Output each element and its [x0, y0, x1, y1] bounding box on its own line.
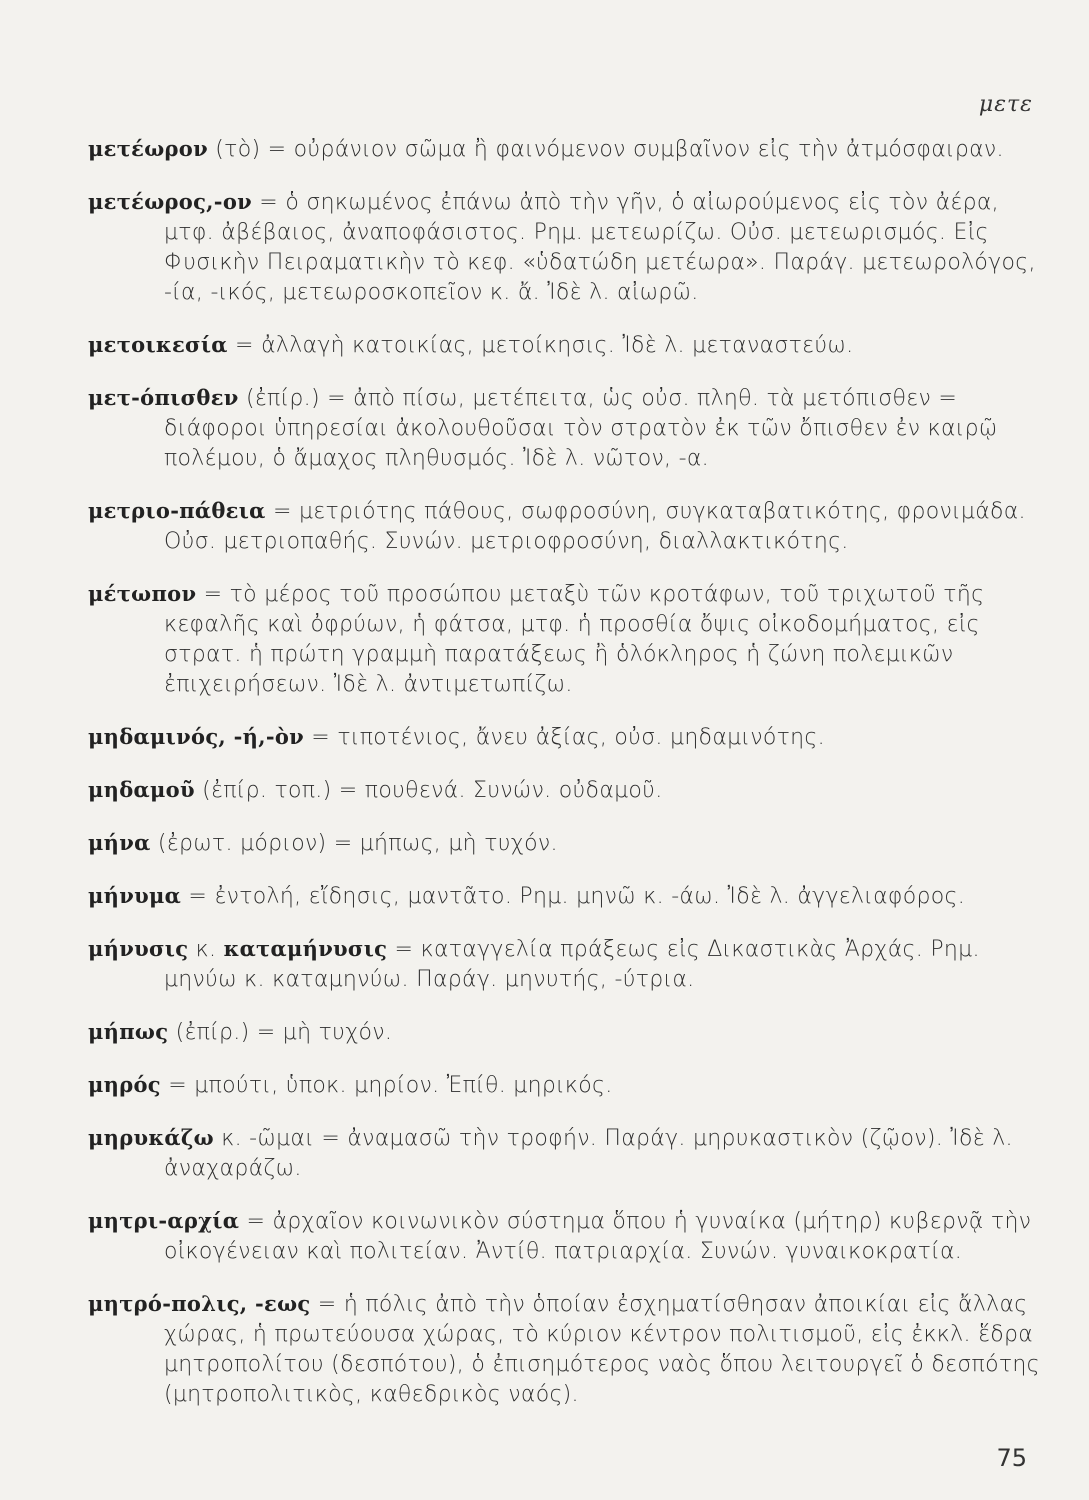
headword: μηδαμοῦ — [88, 777, 195, 802]
definition: (τὸ) = οὐράνιον σῶμα ἢ φαινόμενον συμβαῖνον εἰς τὴν ἀτμόσφαιραν. — [207, 137, 1004, 162]
dictionary-entry — [88, 881, 1040, 912]
headword-variant: καταμήνυσις — [223, 936, 388, 961]
definition: (ἐρωτ. μόριον) = μήπως, μὴ τυχόν. — [150, 831, 558, 856]
headword: μέτωπον — [88, 581, 197, 606]
headword: μετοικεσία — [88, 332, 228, 357]
headword: μετέωρος,-ον — [88, 189, 252, 214]
headword: μητρι-αρχία — [88, 1208, 240, 1233]
headword: μήνυμα — [88, 883, 182, 908]
definition: = μπούτι, ὑποκ. μηρίον. Ἐπίθ. μηρικός. — [160, 1073, 613, 1098]
dictionary-entry — [88, 134, 1040, 165]
definition-connector: κ. — [188, 937, 224, 962]
headword: μήνα — [88, 830, 151, 855]
definition: = τιποτένιος, ἄνευ ἀξίας, οὐσ. μηδαμινότης. — [304, 725, 825, 750]
definition: = ὁ σηκωμένος ἐπάνω ἀπὸ τὴν γῆν, ὁ αἰωρούμενος εἰς τὸν ἀέρα, μτφ. ἀβέβαιος, ἀναποφάσιστος. Ρημ. μετεωρίζω. Οὐσ. μετεωρισμός. Εἰς Φυσικὴν Πειραματικὴν τὸ κεφ. «ὑδατώδη μετέωρα». Παράγ. μετεωρολόγος, -ία, -ικός, μετεωροσκοπεῖον κ. ἄ. Ἰδὲ λ. αἰωρῶ. — [164, 190, 1036, 305]
definition: = τὸ μέρος τοῦ προσώπου μεταξὺ τῶν κροτάφων, τοῦ τριχωτοῦ τῆς κεφαλῆς καὶ ὀφρύων, ἡ φάτσα, μτφ. ἡ προσθία ὄψις οἰκοδομήματος, εἰς στρατ. ἡ πρώτη γραμμὴ παρατάξεως ἢ ὁλόκληρος ἡ ζώνη πολεμικῶν ἐπιχειρήσεων. Ἰδὲ λ. ἀντιμετωπίζω. — [164, 582, 985, 697]
dictionary-entry — [88, 1123, 1040, 1184]
entry-list — [88, 112, 1040, 1426]
page-number: 75 — [996, 1444, 1027, 1472]
dictionary-entry — [88, 828, 1040, 859]
dictionary-entry — [88, 187, 1040, 308]
dictionary-entry — [88, 1070, 1040, 1101]
dictionary-entry — [88, 775, 1040, 806]
headword: μήνυσις — [88, 936, 189, 961]
headword: μηρός — [88, 1072, 161, 1097]
definition: = μετριότης πάθους, σωφροσύνη, συγκαταβατικότης, φρονιμάδα. Οὐσ. μετριοπαθής. Συνών. μετριοφροσύνη, διαλλακτικότης. — [164, 499, 1026, 554]
definition: (ἐπίρ.) = ἀπὸ πίσω, μετέπειτα, ὡς οὐσ. πληθ. τὰ μετόπισθεν = διάφοροι ὑπηρεσίαι ἀκολουθοῦσαι τὸν στρατὸν ἐκ τῶν ὄπισθεν ἐν καιρῷ πολέμου, ὁ ἄμαχος πληθυσμός. Ἰδὲ λ. νῶτον, -α. — [164, 386, 998, 471]
dictionary-entry — [88, 934, 1040, 995]
headword: μηρυκάζω — [88, 1125, 214, 1150]
definition: (ἐπίρ. τοπ.) = πουθενά. Συνών. οὐδαμοῦ. — [194, 778, 663, 803]
headword: μητρό-πολις, -εως — [88, 1291, 311, 1316]
running-head: μετε — [978, 92, 1033, 117]
definition: = ἀλλαγὴ κατοικίας, μετοίκησις. Ἰδὲ λ. μεταναστεύω. — [227, 333, 854, 358]
dictionary-entry — [88, 1017, 1040, 1048]
headword: μηδαμινός, -ή,-ὸν — [88, 724, 305, 749]
definition: = ἀρχαῖον κοινωνικὸν σύστημα ὅπου ἡ γυναίκα (μήτηρ) κυβερνᾷ τὴν οἰκογένειαν καὶ πολιτείαν. Ἀντίθ. πατριαρχία. Συνών. γυναικοκρατία. — [164, 1209, 1032, 1264]
headword: μήπως — [88, 1019, 169, 1044]
dictionary-entry — [88, 496, 1040, 557]
dictionary-entry — [88, 722, 1040, 753]
dictionary-entry — [88, 330, 1040, 361]
definition: κ. -ῶμαι = ἀναμασῶ τὴν τροφήν. Παράγ. μηρυκαστικὸν (ζῷον). Ἰδὲ λ. ἀναχαράζω. — [164, 1126, 1013, 1181]
headword: μετέωρον — [88, 136, 208, 161]
definition: = ἡ πόλις ἀπὸ τὴν ὁποίαν ἐσχηματίσθησαν ἀποικίαι εἰς ἄλλας χώρας, ἡ πρωτεύουσα χώρας, τὸ κύριον κέντρον πολιτισμοῦ, εἰς ἐκκλ. ἕδρα μητροπολίτου (δεσπότου), ὁ ἐπισημότερος ναὸς ὅπου λειτουργεῖ ὁ δεσπότης (μητροπολιτικὸς, καθεδρικὸς ναός). — [164, 1292, 1040, 1407]
definition: (ἐπίρ.) = μὴ τυχόν. — [168, 1020, 393, 1045]
definition: = ἐντολή, εἴδησις, μαντᾶτο. Ρημ. μηνῶ κ. -άω. Ἰδὲ λ. ἀγγελιαφόρος. — [181, 884, 966, 909]
dictionary-entry — [88, 1289, 1040, 1410]
definition: = καταγγελία πράξεως εἰς Δικαστικὰς Ἀρχάς. Ρημ. μηνύω κ. καταμηνύω. Παράγ. μηνυτής, -ύτρια. — [164, 937, 980, 992]
headword: μετριο-πάθεια — [88, 498, 266, 523]
dictionary-entry — [88, 1206, 1040, 1267]
dictionary-entry — [88, 383, 1040, 474]
dictionary-entry — [88, 579, 1040, 700]
headword: μετ-όπισθεν — [88, 385, 239, 410]
